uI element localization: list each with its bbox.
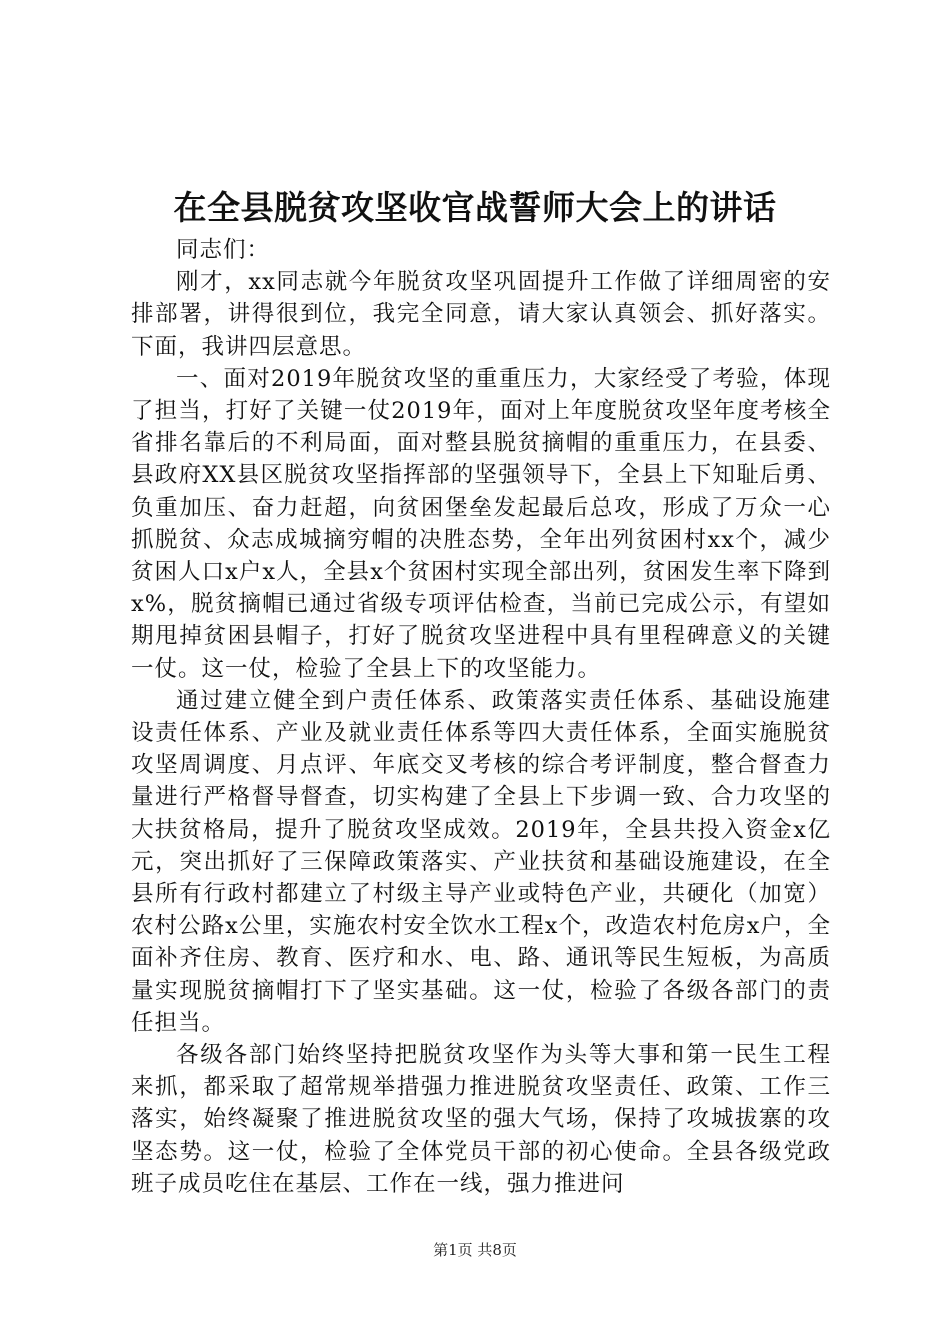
document-body — [131, 234, 831, 1200]
paragraph-responsibility: 通过建立健全到户责任体系、政策落实责任体系、基础设施建设责任体系、产业及就业责任体系等四大责任体系，全面实施脱贫攻坚周调度、月点评、年底交叉考核的综合考评制度，整合督查力量进行严格督导督查，切实构建了全县上下步调一致、合力攻坚的大扶贫格局，提升了脱贫攻坚成效。2019年，全县共投入资金x亿元，突出抓好了三保障政策落实、产业扶贫和基础设施建设，在全县所有行政村都建立了村级主导产业或特色产业，共硬化（加宽）农村公路x公里，实施农村安全饮水工程x个，改造农村危房x户，全面补齐住房、教育、医疗和水、电、路、通讯等民生短板，为高质量实现脱贫摘帽打下了坚实基础。这一仗，检验了各级各部门的责任担当。 — [131, 687, 831, 1036]
page-footer: 第1页 共8页 — [433, 1241, 517, 1259]
paragraph-departments: 各级各部门始终坚持把脱贫攻坚作为头等大事和第一民生工程来抓，都采取了超常规举措强力推进脱贫攻坚责任、政策、工作三落实，始终凝聚了推进脱贫攻坚的强大气场，保持了攻城拔寨的攻坚态势。这一仗，检验了全体党员干部的初心使命。全县各级党政班子成员吃住在基层、工作在一线，强力推进问 — [131, 1042, 831, 1197]
paragraph-section-one: 一、面对2019年脱贫攻坚的重重压力，大家经受了考验，体现了担当，打好了关键一仗2019年，面对上年度脱贫攻坚年度考核全省排名靠后的不利局面，面对整县脱贫摘帽的重重压力，在县委、县政府XX县区脱贫攻坚指挥部的坚强领导下，全县上下知耻后勇、负重加压、奋力赶超，向贫困堡垒发起最后总攻，形成了万众一心抓脱贫、众志成城摘穷帽的决胜态势，全年出列贫困村xx个，减少贫困人口x户x人，全县x个贫困村实现全部出列，贫困发生率下降到x%，脱贫摘帽已通过省级专项评估检查，当前已完成公示，有望如期甩掉贫困县帽子，打好了脱贫攻坚进程中具有里程碑意义的关键一仗。这一仗，检验了全县上下的攻坚能力。 — [131, 365, 831, 682]
document-title: 在全县脱贫攻坚收官战誓师大会上的讲话 — [173, 188, 777, 227]
salutation: 同志们： — [176, 237, 271, 263]
paragraph-intro: 刚才，xx同志就今年脱贫攻坚巩固提升工作做了详细周密的安排部署，讲得很到位，我完全同意，请大家认真领会、抓好落实。下面，我讲四层意思。 — [131, 269, 831, 360]
